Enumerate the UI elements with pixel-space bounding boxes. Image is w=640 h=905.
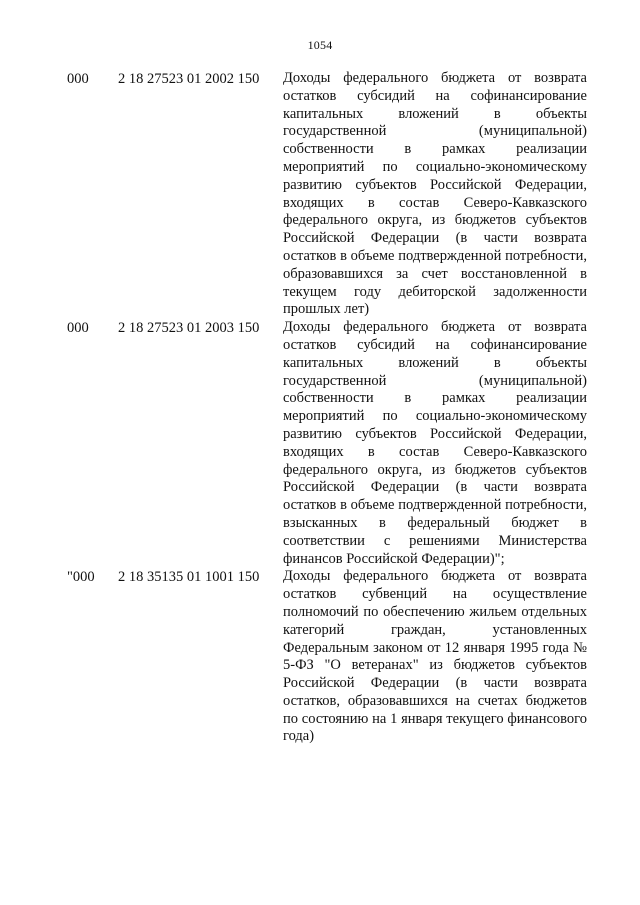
admin-code: 000 [67,71,89,87]
entry-description: Доходы федерального бюджета от возврата остатков субсидий на софинансирование капитальных вложений в объекты государственной (муниципальной) собственности в рамках реализации мероприятий по социально-экономическому развитию субъектов Российской Федерации, входящих в состав Северо-Кавказского федерального округа, из бюджетов субъектов Российской Федерации (в части возврата остатков в объеме подтвержденной потребности, взысканных в федеральный бюджет в соответствии с решениями Министерства финансов Российской Федерации)"; [283,319,587,567]
page-number: 1054 [307,38,333,52]
budget-code-list [0,70,640,746]
budget-classification-code: 2 18 35135 01 1001 150 [118,569,260,586]
budget-entry [0,319,640,568]
admin-code: 000 [67,320,89,337]
entry-description: Доходы федерального бюджета от возврата остатков субсидий на софинансирование капитальных вложений в объекты государственной (муниципальной) собственности в рамках реализации мероприятий по социально-экономическому развитию субъектов Российской Федерации, входящих в состав Северо-Кавказского федерального округа, из бюджетов субъектов Российской Федерации (в части возврата остатков в объеме подтвержденной потребности, образовавшихся за счет восстановленной в текущем году дебиторской задолженности прошлых лет) [283,70,587,318]
budget-entry [0,70,640,319]
admin-code: "000 [67,569,95,586]
budget-classification-code: 2 18 27523 01 2002 150 [118,71,260,87]
budget-classification-code: 2 18 27523 01 2003 150 [118,320,260,337]
budget-entry [0,568,640,746]
entry-description: Доходы федерального бюджета от возврата остатков субвенций на осуществление полномочий по обеспечению жильем отдельных категорий граждан, установленных Федеральным законом от 12 января 1995 года № 5-ФЗ "О ветеранах" из бюджетов субъектов Российской Федерации (в части возврата остатков, образовавшихся на счетах бюджетов по состоянию на 1 января текущего финансового года) [283,568,587,745]
